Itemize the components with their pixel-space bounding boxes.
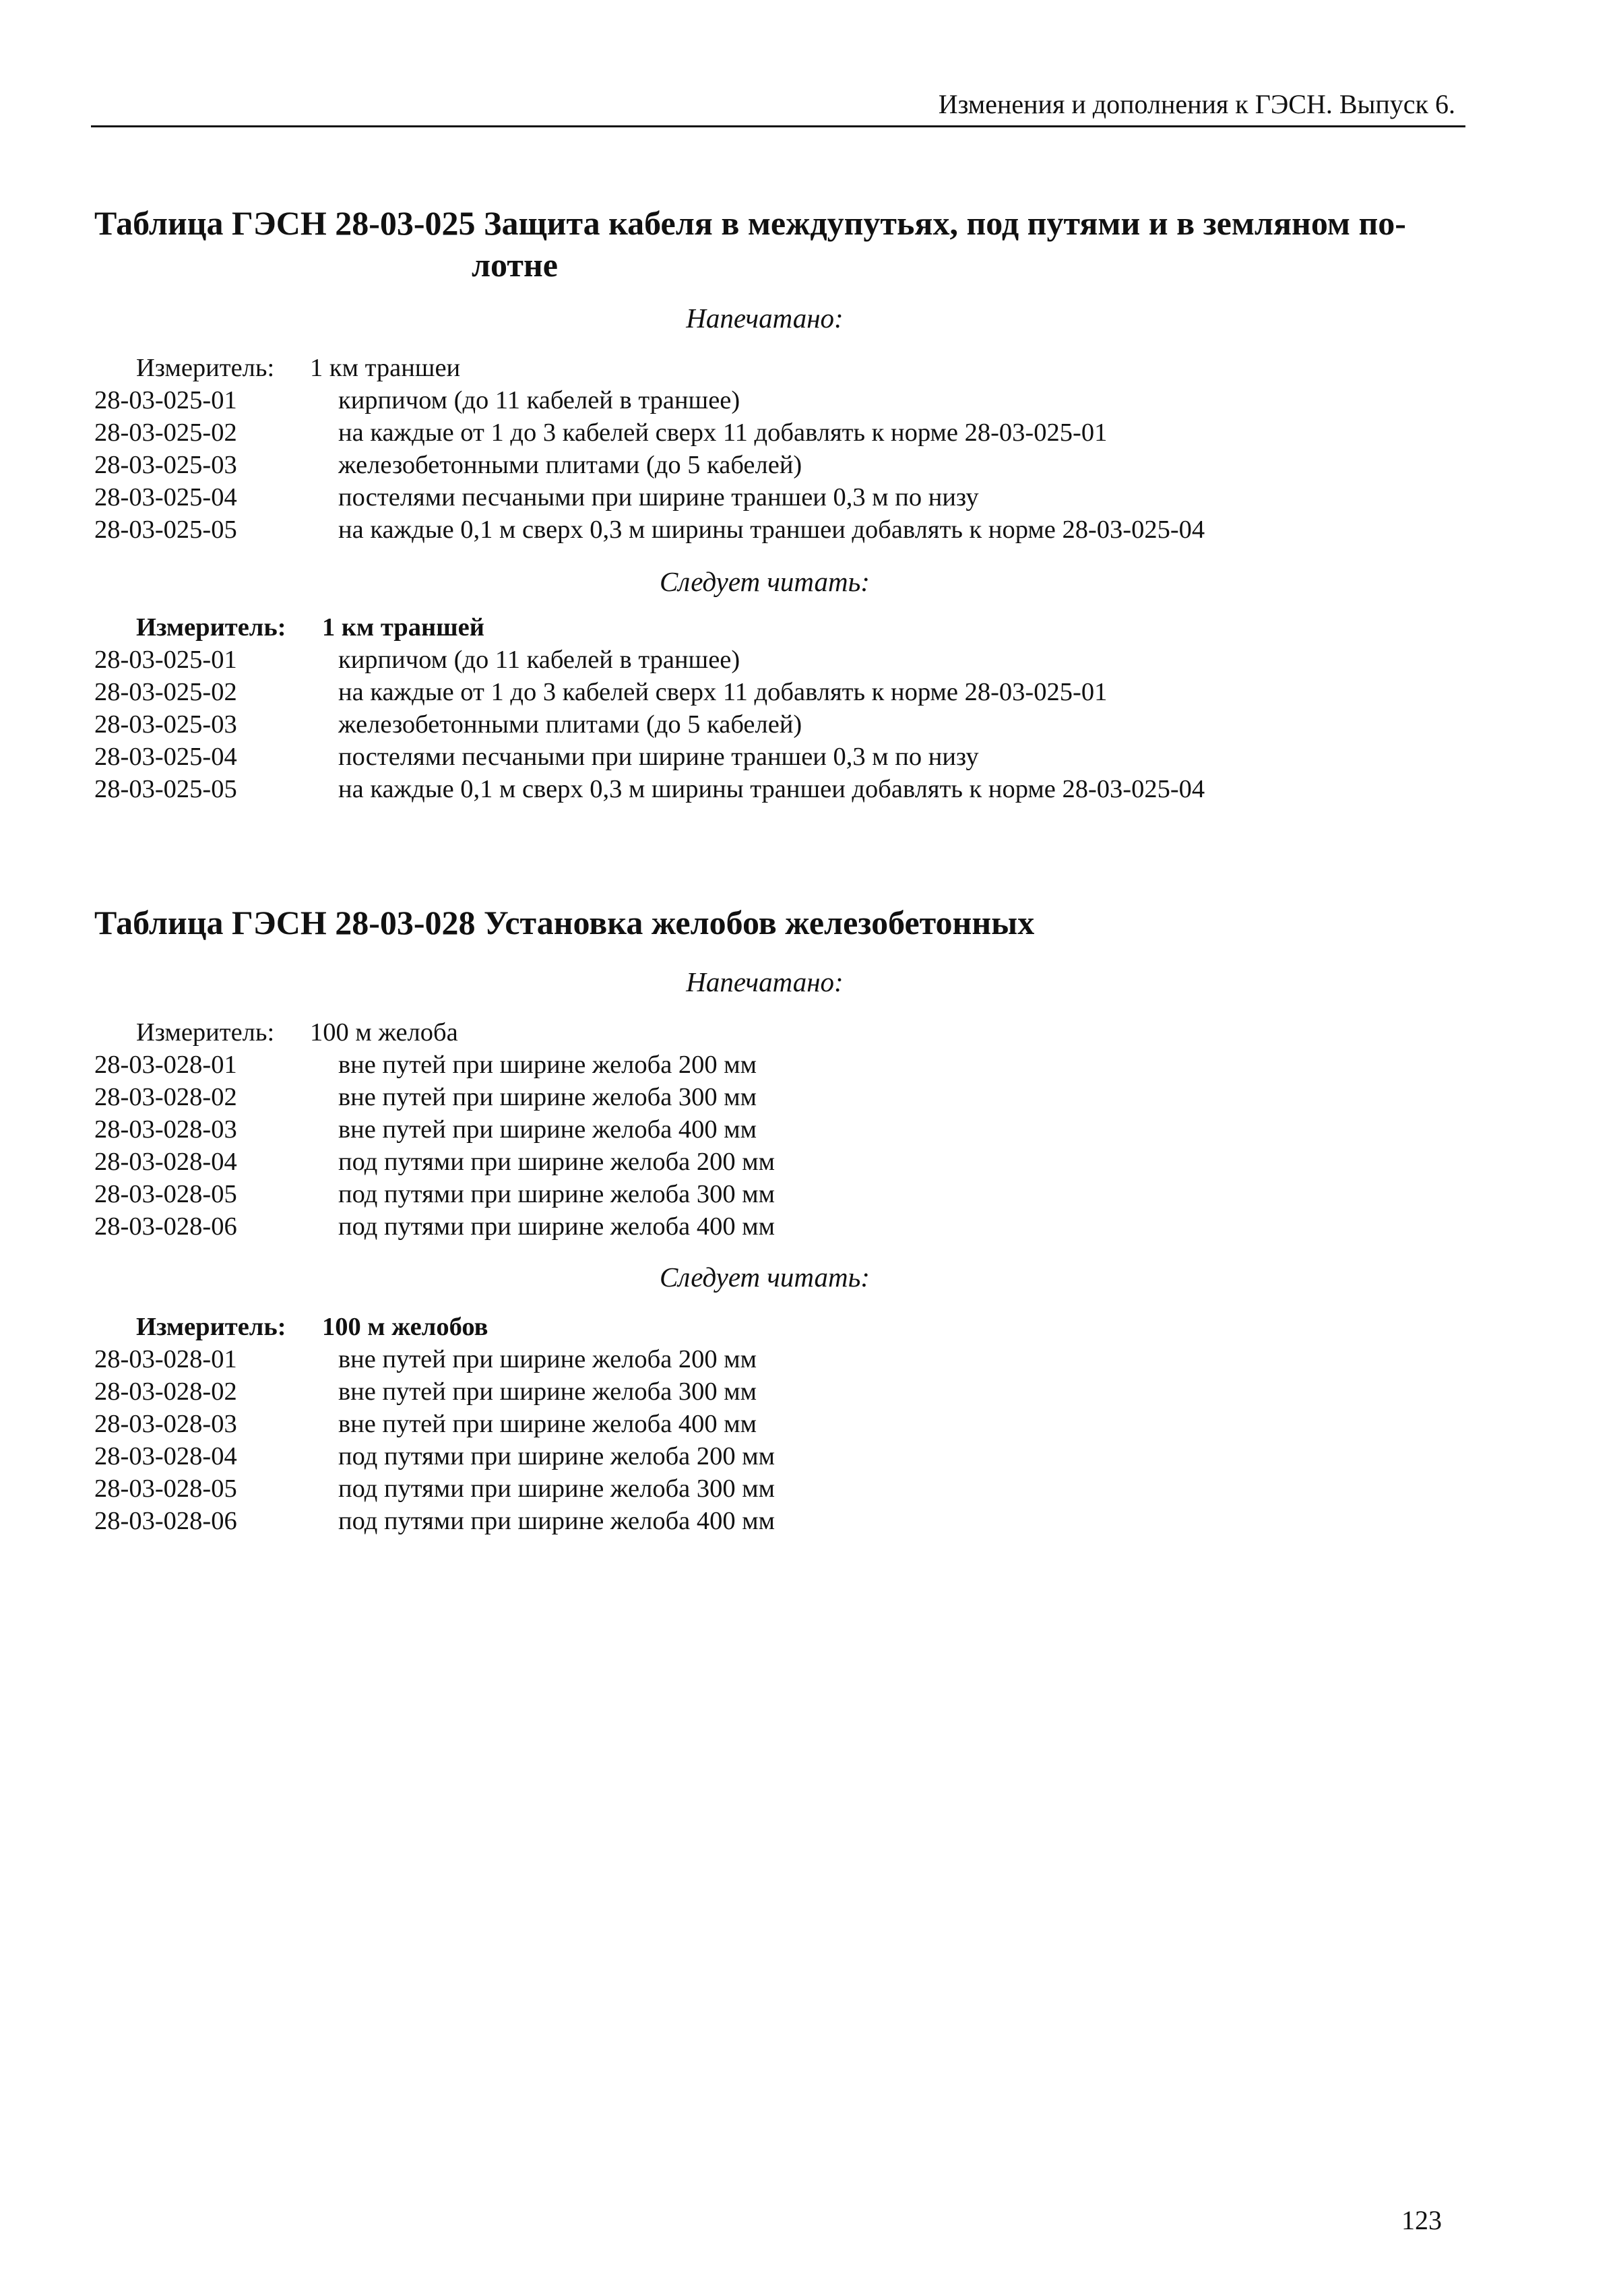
norm-row xyxy=(94,1081,1509,1113)
norm-description: на каждые 0,1 м сверх 0,3 м ширины траншеи добавлять к норме 28-03-025-04 xyxy=(338,516,1205,544)
norm-description: под путями при ширине желоба 400 мм xyxy=(338,1507,775,1535)
printed-caption: Напечатано: xyxy=(686,966,844,997)
norm-row xyxy=(94,449,1509,481)
norm-description: железобетонными плитами (до 5 кабелей) xyxy=(338,710,802,739)
corrected-caption: Следует читать: xyxy=(660,1262,870,1293)
norm-code: 28-03-028-02 xyxy=(94,1377,237,1406)
printed-caption: Напечатано: xyxy=(686,303,844,334)
norm-description: на каждые от 1 до 3 кабелей сверх 11 добавлять к норме 28-03-025-01 xyxy=(338,418,1108,447)
norm-row xyxy=(94,773,1509,805)
norm-code: 28-03-028-02 xyxy=(94,1083,237,1111)
corrected-block-28-03-025 xyxy=(94,611,1509,805)
norm-description: вне путей при ширине желоба 300 мм xyxy=(338,1377,757,1406)
norm-description: кирпичом (до 11 кабелей в траншее) xyxy=(338,386,740,414)
norm-code: 28-03-025-01 xyxy=(94,386,237,414)
unit-row xyxy=(94,611,1509,644)
norm-description: под путями при ширине желоба 200 мм xyxy=(338,1442,775,1470)
corrected-caption: Следует читать: xyxy=(660,566,870,597)
printed-block-28-03-028 xyxy=(94,1016,1509,1243)
norm-code: 28-03-025-02 xyxy=(94,418,237,447)
unit-value: 100 м желоба xyxy=(310,1018,458,1047)
norm-code: 28-03-025-03 xyxy=(94,710,237,739)
norm-code: 28-03-025-03 xyxy=(94,451,237,479)
section-title-line-1: Таблица ГЭСН 28-03-028 Установка желобов железобетонных xyxy=(94,904,1035,941)
unit-label: Измеритель: xyxy=(136,613,286,642)
norm-description: постелями песчаными при ширине траншеи 0,3 м по низу xyxy=(338,743,979,771)
norm-row xyxy=(94,1210,1509,1243)
unit-label: Измеритель: xyxy=(136,1018,275,1047)
section-title-line-2: лотне xyxy=(472,246,558,284)
unit-row xyxy=(94,1016,1509,1049)
norm-description: вне путей при ширине желоба 400 мм xyxy=(338,1410,757,1438)
unit-value: 1 км траншей xyxy=(322,613,484,642)
section-title-line-1: Таблица ГЭСН 28-03-025 Защита кабеля в междупутьях, под путями и в земляном по- xyxy=(94,204,1406,242)
norm-code: 28-03-025-04 xyxy=(94,743,237,771)
norm-row xyxy=(94,741,1509,773)
unit-label: Измеритель: xyxy=(136,1313,286,1341)
norm-description: под путями при ширине желоба 200 мм xyxy=(338,1148,775,1176)
norm-code: 28-03-025-05 xyxy=(94,516,237,544)
norm-description: кирпичом (до 11 кабелей в траншее) xyxy=(338,646,740,674)
norm-row xyxy=(94,1049,1509,1081)
norm-code: 28-03-025-02 xyxy=(94,678,237,706)
norm-code: 28-03-028-05 xyxy=(94,1180,237,1208)
unit-row xyxy=(94,352,1509,384)
norm-description: под путями при ширине желоба 300 мм xyxy=(338,1475,775,1503)
norm-row xyxy=(94,514,1509,546)
page-number: 123 xyxy=(1401,2205,1442,2235)
norm-description: вне путей при ширине желоба 300 мм xyxy=(338,1083,757,1111)
norm-description: под путями при ширине желоба 400 мм xyxy=(338,1212,775,1241)
section-title-28-03-028 xyxy=(94,902,1442,943)
printed-block-28-03-025 xyxy=(94,352,1509,546)
unit-label: Измеритель: xyxy=(136,354,275,382)
norm-row xyxy=(94,1113,1509,1146)
norm-description: под путями при ширине желоба 300 мм xyxy=(338,1180,775,1208)
norm-row xyxy=(94,1343,1509,1375)
running-header: Изменения и дополнения к ГЭСН. Выпуск 6. xyxy=(938,89,1455,119)
norm-code: 28-03-028-03 xyxy=(94,1115,237,1144)
norm-row xyxy=(94,1440,1509,1472)
norm-code: 28-03-025-01 xyxy=(94,646,237,674)
norm-code: 28-03-025-04 xyxy=(94,483,237,511)
norm-code: 28-03-028-03 xyxy=(94,1410,237,1438)
header-rule xyxy=(91,125,1465,127)
norm-code: 28-03-025-05 xyxy=(94,775,237,803)
norm-row xyxy=(94,1472,1509,1505)
norm-row xyxy=(94,481,1509,514)
norm-row xyxy=(94,1146,1509,1178)
unit-value: 100 м желобов xyxy=(322,1313,488,1341)
norm-description: железобетонными плитами (до 5 кабелей) xyxy=(338,451,802,479)
norm-row xyxy=(94,1408,1509,1440)
norm-code: 28-03-028-06 xyxy=(94,1212,237,1241)
norm-code: 28-03-028-05 xyxy=(94,1475,237,1503)
norm-code: 28-03-028-01 xyxy=(94,1051,237,1079)
norm-row xyxy=(94,416,1509,449)
norm-row xyxy=(94,708,1509,741)
unit-value: 1 км траншеи xyxy=(310,354,461,382)
norm-code: 28-03-028-06 xyxy=(94,1507,237,1535)
norm-code: 28-03-028-01 xyxy=(94,1345,237,1373)
norm-row xyxy=(94,1178,1509,1210)
norm-description: вне путей при ширине желоба 200 мм xyxy=(338,1051,757,1079)
norm-description: на каждые 0,1 м сверх 0,3 м ширины траншеи добавлять к норме 28-03-025-04 xyxy=(338,775,1205,803)
norm-description: вне путей при ширине желоба 200 мм xyxy=(338,1345,757,1373)
norm-row xyxy=(94,676,1509,708)
norm-code: 28-03-028-04 xyxy=(94,1148,237,1176)
norm-description: постелями песчаными при ширине траншеи 0,3 м по низу xyxy=(338,483,979,511)
norm-row xyxy=(94,384,1509,416)
norm-row xyxy=(94,1505,1509,1537)
unit-row xyxy=(94,1311,1509,1343)
norm-description: вне путей при ширине желоба 400 мм xyxy=(338,1115,757,1144)
norm-code: 28-03-028-04 xyxy=(94,1442,237,1470)
norm-description: на каждые от 1 до 3 кабелей сверх 11 добавлять к норме 28-03-025-01 xyxy=(338,678,1108,706)
norm-row xyxy=(94,1375,1509,1408)
norm-row xyxy=(94,644,1509,676)
corrected-block-28-03-028 xyxy=(94,1311,1509,1537)
section-title-28-03-025 xyxy=(94,202,1442,286)
